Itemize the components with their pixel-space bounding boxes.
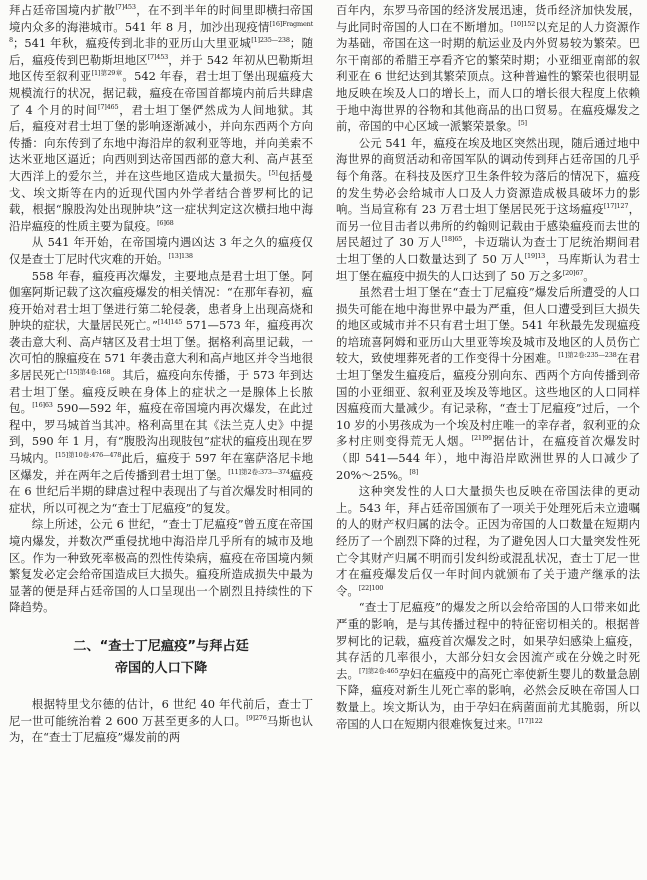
paragraph [336,284,640,483]
paragraph [9,696,313,746]
text-run: 571—573 年，瘟疫再次袭击意大利、高卢辖区及君士坦丁堡。据格利高里记载，一次可怕的腺瘟疫在 571 年袭击意大利和高卢地区并令当地很多居民死亡 [9,318,314,383]
text-run: 孕妇在瘟疫中的高死亡率使新生婴儿的数量急剧下降，瘟疫对新生儿死亡率的影响，必然会反映在帝国人口数量上。埃文斯认为，由于孕妇在病菌面前尤其脆弱，所以帝国的人口在短期内很难恢复过来。 [336,666,640,731]
paragraph [9,268,313,517]
text-run: “查士丁尼瘟疫”的爆发之所以会给帝国的人口带来如此严重的影响，是与其传播过程中的特征密切相关的。根据普罗柯比的记载，瘟疫首次爆发之时，如果孕妇感染上瘟疫，其存活的几率很小，大部分妇女会因流产或在分娩之时死去。 [336,600,640,681]
citation-superscript: [19]13 [524,251,546,260]
section-heading-line-1: 二、“查士丁尼瘟疫”与拜占廷 [73,638,249,654]
text-run: ，而另一位目击者以弗所的约翰则记载由于感染瘟疫而去世的居民超过了 30 万人 [336,202,640,250]
text-run: 从 541 年开始，在帝国境内遇凶达 3 年之久的瘟疫仅仅是查士丁尼时代灾难的开始。 [9,235,313,266]
citation-superscript: [13]138 [168,251,193,260]
paragraph [336,599,640,732]
text-run: 拜占廷帝国境内扩散 [9,3,116,17]
text-run: 综上所述，公元 6 世纪，“查士丁尼瘟疫”曾五度在帝国境内爆发，并数次严重侵扰地中海沿岸几乎所有的城市及地区。作为一种致死率极高的烈性传染病，瘟疫在帝国境内频繁复发必定会给帝国造成巨大损失。瘟疫所造成损失中最为显著的便是拜占廷帝国的人口呈现出一个剧烈且持续性的下降趋势。 [9,517,313,615]
text-run: ；541 年秋，瘟疫传到北非的亚历山大里亚城 [12,36,252,51]
citation-superscript: [8] [409,467,419,476]
paragraph [336,483,640,599]
citation-superscript: [1]235—238 [251,36,290,45]
citation-superscript: [1]第2卷:235—238 [558,351,617,360]
text-run: 。 [583,268,595,283]
citation-superscript: [20]67 [562,268,584,277]
section-heading [9,636,313,680]
citation-superscript: [6]68 [157,218,174,227]
text-run: ；随后，瘟疫传到巴勒斯坦地区 [9,36,313,67]
citation-superscript: [5] [518,119,527,128]
text-run: 公元 541 年，瘟疫在埃及地区突然出现，随后通过地中海世界的商贸活动和帝国军队的调动传到拜占廷帝国的几乎每个角落。在科技及医疗卫生条件较为落后的情况下，瘟疫的发生势必会给城市人口及人力资源造成极具破坏力的影响。当局宣称有 23 万君士坦丁堡居民死于这场瘟疫 [336,135,640,217]
text-run: ，马库斯认为君士坦丁堡在瘟疫中损失的人口达到了 50 万之多 [336,251,640,283]
text-run: 这种突发性的人口大量损失也反映在帝国法律的更动上。543 年，拜占廷帝国颁布了一项关于处理死后未立遗嘱的人的财产权归属的法令。正因为帝国的人口数量在短期内经历了一个剧烈下降的过程，为了避免因人口大量突发性死亡令其财产归属不明而引发纠纷或混乱状况，查士丁尼一世才在瘟疫爆发后仅一年时间内就颁布了关于遗产继承的法令。 [336,484,640,598]
citation-superscript: [15]第4卷:168 [66,368,111,377]
paragraph [9,516,313,616]
citation-superscript: [7]453 [115,3,136,11]
text-run: 590—592 年，瘟疫在帝国境内再次爆发，在此过程中，罗马城首当其冲。格利高里在其《法兰克人史》中提到，590 年 1 月，有“腹股沟出现肢包”症状的瘟疫出现在罗马城内。 [9,401,313,466]
citation-superscript: [18]65 [441,235,463,244]
text-run: ，君士坦丁堡俨然成为人间地狱。其后，瘟疫对君士坦丁堡的影响逐渐减小，并向东西两个方向传播：向东传到了东地中海沿岸的叙利亚等地，并向美索不达米亚地区逼近；向西则到达帝国西部的意大利、高卢甚至大西洋上的爱尔兰，并在这些地区造成大量损失。 [9,102,313,183]
citation-superscript: [1]第29章 [91,69,123,78]
citation-superscript: [16]Fragment 8 [9,19,313,45]
paragraph [9,234,313,267]
text-run: 据估计，在瘟疫首次爆发时（即 541—544 年），地中海沿岸欧洲世界的人口减少了 20%～25%。 [336,434,640,482]
text-run: 瘟疫在 6 世纪后半期的肆虐过程中表现出了与首次爆发时相同的症状，所以可视之为“查士丁尼瘟疫”的复发。 [9,467,313,515]
citation-superscript: [7]453 [147,52,169,61]
text-run: 包括曼戈、埃文斯等在内的近现代国内外学者结合普罗柯比的记载，根据“腺股沟处出现肿块”这一症状判定这次横扫地中海沿岸瘟疫的性质主要为鼠疫。 [9,168,313,233]
text-run: 此后，瘟疫于 597 年在塞萨洛尼卡地区爆发，并在两年之后传播到君士坦丁堡。 [9,451,313,482]
text-run: 。542 年春，君士坦丁堡出现瘟疫大规模流行的状况，据记载，瘟疫在帝国首都境内前后共肆虐了 4 个月的时间 [9,69,313,117]
citation-superscript: [21]99 [471,434,493,443]
left-column [9,2,313,746]
text-run: ，并于 542 年初从巴勒斯坦地区传至叙利亚 [9,52,313,84]
paragraph [9,2,313,234]
citation-superscript: [10]152 [510,19,536,28]
text-run: 根据特里戈尔德的估计，6 世纪 40 年代前后，查士丁尼一世可能统治着 2 600 万甚至更多的人口。 [9,696,313,728]
right-column-body [336,2,640,732]
citation-superscript: [14]145 [157,318,183,327]
citation-superscript: [11]第2卷:373—374 [228,467,290,476]
left-column-body [9,2,313,616]
left-column-body-after-heading [9,696,313,746]
paragraph [336,135,640,284]
citation-superscript: [16]63 [32,401,53,410]
section-heading-line-2: 帝国的人口下降 [114,660,208,676]
text-run: 。其后，瘟疫向东传播，于 573 年到达君士坦丁堡。瘟疫反映在身体上的症状之一是腺体上长脓包。 [9,368,314,416]
citation-superscript: [22]100 [358,583,384,592]
text-run: 以充足的人力资源作为基础，帝国在这一时期的航运业及内外贸易较为繁荣。巴尔干南部的希腊王亭看齐它的繁荣时期；小亚细亚南部的叙利亚在 6 世纪达到其繁荣顶点。这种普遍性的繁荣也很明显地反映在埃及人口的增长上，而人口的增长很大程度上依赖于地中海世界的谷物和其他商品的出口贸易。在瘟疫爆发之前，帝国的中心区域一派繁荣景象。 [336,19,640,134]
citation-superscript: [17]122 [518,716,543,725]
text-run: ，卡迈瑞认为查士丁尼统治期间君士坦丁堡的人口数量达到了 50 万人 [336,235,640,266]
right-column [336,2,640,732]
citation-superscript: [7]第2卷:465 [359,666,399,675]
paragraph [336,2,640,135]
text-run: 558 年春，瘟疫再次爆发，主要地点是君士坦丁堡。阿伽塞阿斯记载了这次瘟疫爆发的相关情况：“在那年春初，瘟疫开始对君士坦丁堡进行第二轮侵袭，患者身上出现高烧和肿块的症状，大量居民死亡。” [9,268,313,333]
text-run: ，在不到半年的时间里即横扫帝国境内众多的海港城市。541 年 8 月，加沙出现疫情 [9,3,313,34]
citation-superscript: [17]127 [603,202,629,211]
citation-superscript: [5] [268,168,278,177]
text-run: 马斯也认为，在“查士丁尼瘟疫”爆发前的两 [9,713,313,745]
text-run: 虽然君士坦丁堡在“查士丁尼瘟疫”爆发后所遭受的人口损失可能在地中海世界中最为严重，但人口遭受到巨大损失的地区或城市并不只有君士坦丁堡。541 年秋最先发现瘟疫的培琉喜阿姆和亚历山大里亚等埃及城市及地区的人员伤亡较大，致使埋葬死者的工作变得十分困难。 [336,285,640,366]
citation-superscript: [15]第10卷:476—478 [55,451,122,460]
citation-superscript: [7]465 [98,102,119,111]
citation-superscript: [9]276 [246,713,267,722]
text-run: 在君士坦丁堡发生瘟疫后，瘟疫分别向东、西两个方向传播到帝国的小亚细亚、叙利亚及埃及等地区。这些地区的人口同样因瘟疫而大量减少。有记录称，“查士丁尼瘟疫”过后，一个 10 岁的小男孩成为一个埃及村庄唯一的幸存者，叙利亚的众多村庄则变得荒无人烟。 [336,351,640,449]
text-run: 百年内，东罗马帝国的经济发展迅速，货币经济加快发展，与此同时帝国的人口在不断增加。 [336,3,640,34]
